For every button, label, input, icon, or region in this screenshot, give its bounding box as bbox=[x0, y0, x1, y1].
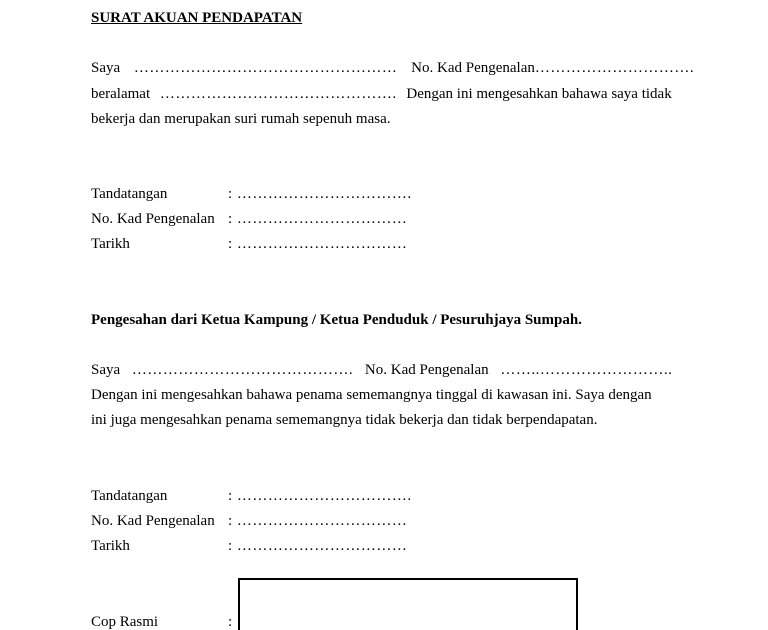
ic-label: No. Kad Pengenalan bbox=[411, 60, 535, 76]
date-label: Tarikh bbox=[91, 236, 130, 252]
declaration-line-1 bbox=[91, 59, 694, 77]
endorser-name-blank[interactable]: ……………………………………. bbox=[131, 362, 354, 378]
stamp-label: Cop Rasmi bbox=[91, 614, 159, 630]
signature-label: Tandatangan bbox=[91, 488, 168, 504]
saya-label: Saya bbox=[91, 60, 121, 76]
endorsement-line-3: ini juga mengesahkan penama sememangnya tidak bekerja dan tidak berpendapatan. bbox=[91, 412, 598, 428]
endorsement-heading: Pengesahan dari Ketua Kampung / Ketua Penduduk / Pesuruhjaya Sumpah. bbox=[91, 312, 582, 328]
signature-blank[interactable]: : ……………………………. bbox=[228, 186, 412, 202]
saya-name-blank[interactable]: …………………………………………… bbox=[133, 60, 398, 76]
ic-label: No. Kad Pengenalan bbox=[91, 211, 215, 227]
ic-blank[interactable]: : …………………………… bbox=[228, 211, 408, 227]
ic-number-blank[interactable]: …………………………. bbox=[534, 60, 695, 76]
document-title: SURAT AKUAN PENDAPATAN bbox=[91, 10, 303, 26]
signature-blank[interactable]: : ……………………………. bbox=[228, 488, 412, 504]
date-label: Tarikh bbox=[91, 538, 130, 554]
address-blank[interactable]: ………………………………………. bbox=[159, 86, 397, 102]
ic-label: No. Kad Pengenalan bbox=[91, 513, 215, 529]
declaration-line-3: bekerja dan merupakan suri rumah sepenuh masa. bbox=[91, 111, 391, 127]
ic-blank[interactable]: : …………………………… bbox=[228, 513, 408, 529]
address-label: beralamat bbox=[91, 86, 151, 102]
declaration-line-2 bbox=[91, 85, 672, 103]
endorsement-line-2: Dengan ini mengesahkan bahawa penama sememangnya tinggal di kawasan ini. Saya dengan bbox=[91, 387, 652, 403]
official-stamp-box[interactable] bbox=[238, 578, 578, 630]
endorsement-line-1 bbox=[91, 361, 672, 379]
saya-label: Saya bbox=[91, 362, 121, 378]
date-blank[interactable]: : …………………………… bbox=[228, 236, 408, 252]
endorser-ic-blank[interactable]: ……..…………………….. bbox=[500, 362, 673, 378]
ic-label: No. Kad Pengenalan bbox=[364, 362, 489, 378]
stamp-colon: : bbox=[228, 614, 233, 630]
signature-label: Tandatangan bbox=[91, 186, 168, 202]
declaration-text-part: Dengan ini mengesahkan bahawa saya tidak bbox=[406, 86, 672, 102]
date-blank[interactable]: : …………………………… bbox=[228, 538, 408, 554]
